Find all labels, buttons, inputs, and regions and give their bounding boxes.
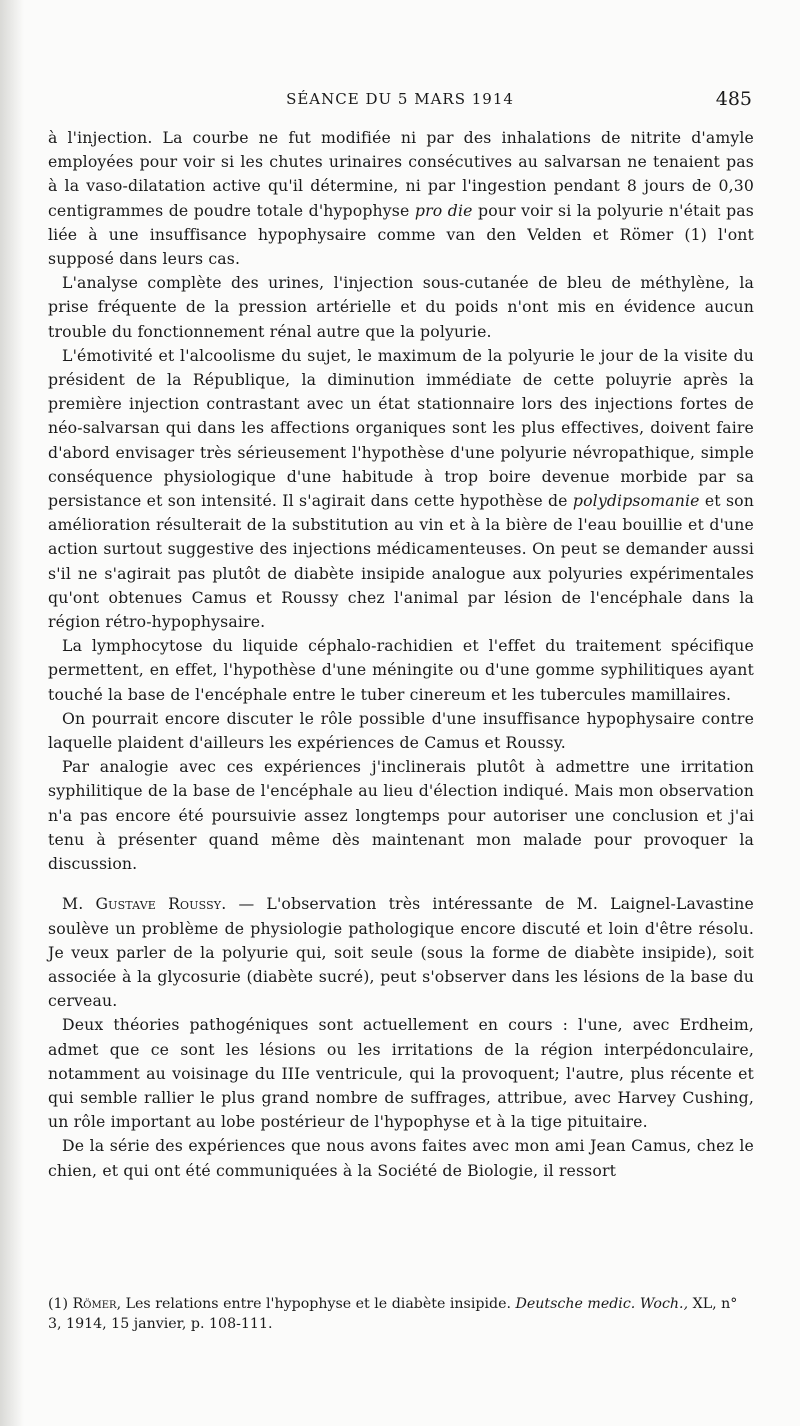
paragraph-5: On pourrait encore discuter le rôle possible d'une insuffisance hypophysaire contre laquelle plaident d'ailleurs les expériences de Camus et Roussy. <box>48 708 754 753</box>
paragraph-4: La lymphocytose du liquide céphalo-rachidien et l'effet du traitement spécifique permettent, en effet, l'hypothèse d'une méningite ou d'une gomme syphilitiques ayant touché la base de l'encéphale entre le tuber cinereum et les tubercules mamillaires. <box>48 636 754 704</box>
footnote-author: Römer, <box>72 1296 122 1312</box>
footnote-ref: XL, n° 3, 1914, 15 janvier, p. 108-111. <box>48 1296 738 1332</box>
footnote-1 <box>48 1294 754 1334</box>
paragraph-2: L'analyse complète des urines, l'injection sous-cutanée de bleu de méthylène, la prise fréquente de la pression artérielle et du poids n'ont mis en évidence aucun trouble du fonctionnement rénal autre que la polyurie. <box>48 273 754 341</box>
paragraph-7: M. Gustave Roussy. — L'observation très intéressante de M. Laignel-Lavastine soulève un problème de physiologie pathologique encore discuté et loin d'être résolu. Je veux parler de la polyurie qui, soit seule (sous la forme de diabète insipide), soit associée à la glycosurie (diabète sucré), peut s'observer dans les lésions de la base du cerveau. <box>48 894 754 1011</box>
italic-polydipsomanie: polydipsomanie <box>572 491 700 511</box>
speaker-name: Gustave Roussy. <box>95 894 227 914</box>
paragraph-3: L'émotivité et l'alcoolisme du sujet, le maximum de la polyurie le jour de la visite du président de la République, la diminution immédiate de cette poluyrie après la première injection contrastant avec un état stationnaire lors des injections fortes de néo-salvarsan qui dans les affections organiques sont les plus effectives, doivent faire d'abord envisager très sérieusement l'hypothèse d'une polyurie névropathique, simple conséquence physiologique d'une habitude à trop boire devenue morbide par sa persistance et son intensité. Il s'agirait dans cette hypothèse de polydipsomanie et son amélioration résulterait de la substitution au vin et à la bière de l'eau bouillie et d'une action surtout suggestive des injections médicamenteuses. On peut se demander aussi s'il ne s'agirait pas plutôt de diabète insipide analogue aux polyuries expérimentales qu'ont obtenues Camus et Roussy chez l'animal par lésion de l'encéphale dans la région rétro-hypophysaire. <box>48 345 755 632</box>
section-gap <box>48 876 754 892</box>
footnote-text: Les relations entre l'hypophyse et le diabète insipide. <box>125 1296 511 1312</box>
paragraph-8: Deux théories pathogéniques sont actuellement en cours : l'une, avec Erdheim, admet que ce sont les lésions ou les irritations de la région interpédonculaire, notamment au voisinage du IIIe ventricule, qui la provoquent; l'autre, plus récente et qui semble rallier le plus grand nombre de suffrages, attribue, avec Harvey Cushing, un rôle important au lobe postérieur de l'hypophyse et à la tige pituitaire. <box>48 1015 754 1132</box>
paragraph-6: Par analogie avec ces expériences j'inclinerais plutôt à admettre une irritation syphilitique de la base de l'encéphale au lieu d'élection indiqué. Mais mon observation n'a pas encore été poursuivie assez longtemps pour autoriser une conclusion et j'ai tenu à présenter quand même dès maintenant mon malade pour provoquer la discussion. <box>48 757 754 874</box>
body-text <box>48 126 754 1183</box>
paragraph-1: à l'injection. La courbe ne fut modifiée ni par des inhalations de nitrite d'amyle employées pour voir si les chutes urinaires consécutives au salvarsan ne tenaient pas à la vaso-dilatation active qu'il détermine, ni par l'ingestion pendant 8 jours de 0,30 centigrammes de poudre totale d'hypophyse pro die pour voir si la polyurie n'était pas liée à une insuffisance hypophysaire comme van den Velden et Römer (1) l'ont supposé dans leurs cas. <box>48 128 754 269</box>
page-header <box>48 88 752 114</box>
running-title: SÉANCE DU 5 MARS 1914 <box>286 90 514 108</box>
page-number: 485 <box>715 88 752 110</box>
footnote-journal: Deutsche medic. Woch., <box>515 1296 689 1312</box>
footnote-marker: (1) <box>48 1296 69 1312</box>
footnote <box>48 1294 754 1334</box>
paragraph-9: De la série des expériences que nous avons faites avec mon ami Jean Camus, chez le chien, et qui ont été communiquées à la Société de Biologie, il ressort <box>48 1136 754 1180</box>
italic-pro-die: pro die <box>414 200 473 220</box>
